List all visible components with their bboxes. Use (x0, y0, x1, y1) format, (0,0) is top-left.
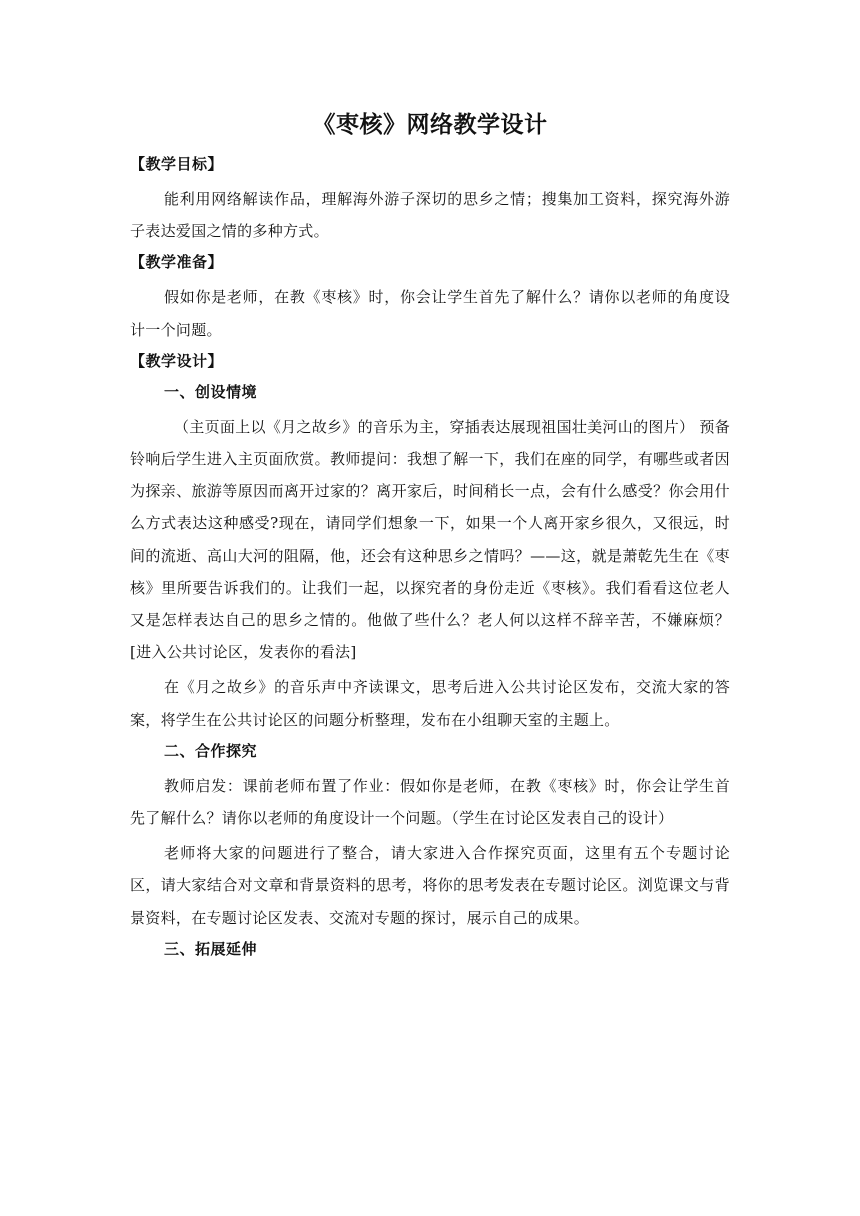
subsection-extension (130, 937, 730, 962)
subsection-create-scenario (130, 380, 730, 736)
document-page (130, 108, 730, 968)
subsection-heading: 三、拓展延伸 (164, 939, 258, 958)
subsection-cooperative-inquiry (130, 739, 730, 934)
section-teaching-goals (130, 152, 730, 247)
paragraph: 教师启发：课前老师布置了作业：假如你是老师，在教《枣核》时，你会让学生首先了解什么？请你以老师的角度设计一个问题。（学生在讨论区发表自己的设计） (130, 776, 730, 828)
section-heading: 【教学目标】 (130, 155, 224, 173)
paragraph: （主页面上以《月之故乡》的音乐为主，穿插表达展现祖国壮美河山的图片） 预备铃响后学生进入主页面欣赏。教师提问：我想了解一下，我们在座的同学，有哪些或者因为探亲、旅游等原因而离开过家的？离开家后，时间稍长一点，会有什么感受？你会用什么方式表达这种感受?现在，请同学们想象一下，如果一个人离开家乡很久，又很远，时间的流逝、高山大河的阻隔，他，还会有这种思乡之情吗？——这，就是萧乾先生在《枣核》里所要告诉我们的。让我们一起，以探究者的身份走近《枣核》。我们看看这位老人又是怎样表达自己的思乡之情的。他做了些什么？老人何以这样不辞辛苦，不嫌麻烦？[进入公共讨论区，发表你的看法] (130, 417, 730, 662)
paragraph: 在《月之故乡》的音乐声中齐读课文，思考后进入公共讨论区发布，交流大家的答案，将学生在公共讨论区的问题分析整理，发布在小组聊天室的主题上。 (130, 678, 730, 729)
section-heading: 【教学准备】 (130, 253, 224, 272)
subsection-heading: 一、创设情境 (164, 382, 258, 401)
section-teaching-design (130, 349, 730, 962)
paragraph: 能利用网络解读作品，理解海外游子深切的思乡之情；搜集加工资料，探究海外游子表达爱国之情的多种方式。 (130, 190, 730, 241)
paragraph: 假如你是老师，在教《枣核》时，你会让学生首先了解什么？请你以老师的角度设计一个问题。 (130, 288, 730, 339)
paragraph: 老师将大家的问题进行了整合，请大家进入合作探究页面，这里有五个专题讨论区，请大家结合对文章和背景资料的思考，将你的思考发表在专题讨论区。浏览课文与背景资料，在专题讨论区发表、交流对专题的探讨，展示自己的成果。 (130, 844, 730, 927)
section-teaching-preparation (130, 250, 730, 345)
subsection-heading: 二、合作探究 (164, 741, 258, 760)
section-heading: 【教学设计】 (130, 351, 224, 370)
document-title: 《枣核》网络教学设计 (312, 112, 548, 138)
